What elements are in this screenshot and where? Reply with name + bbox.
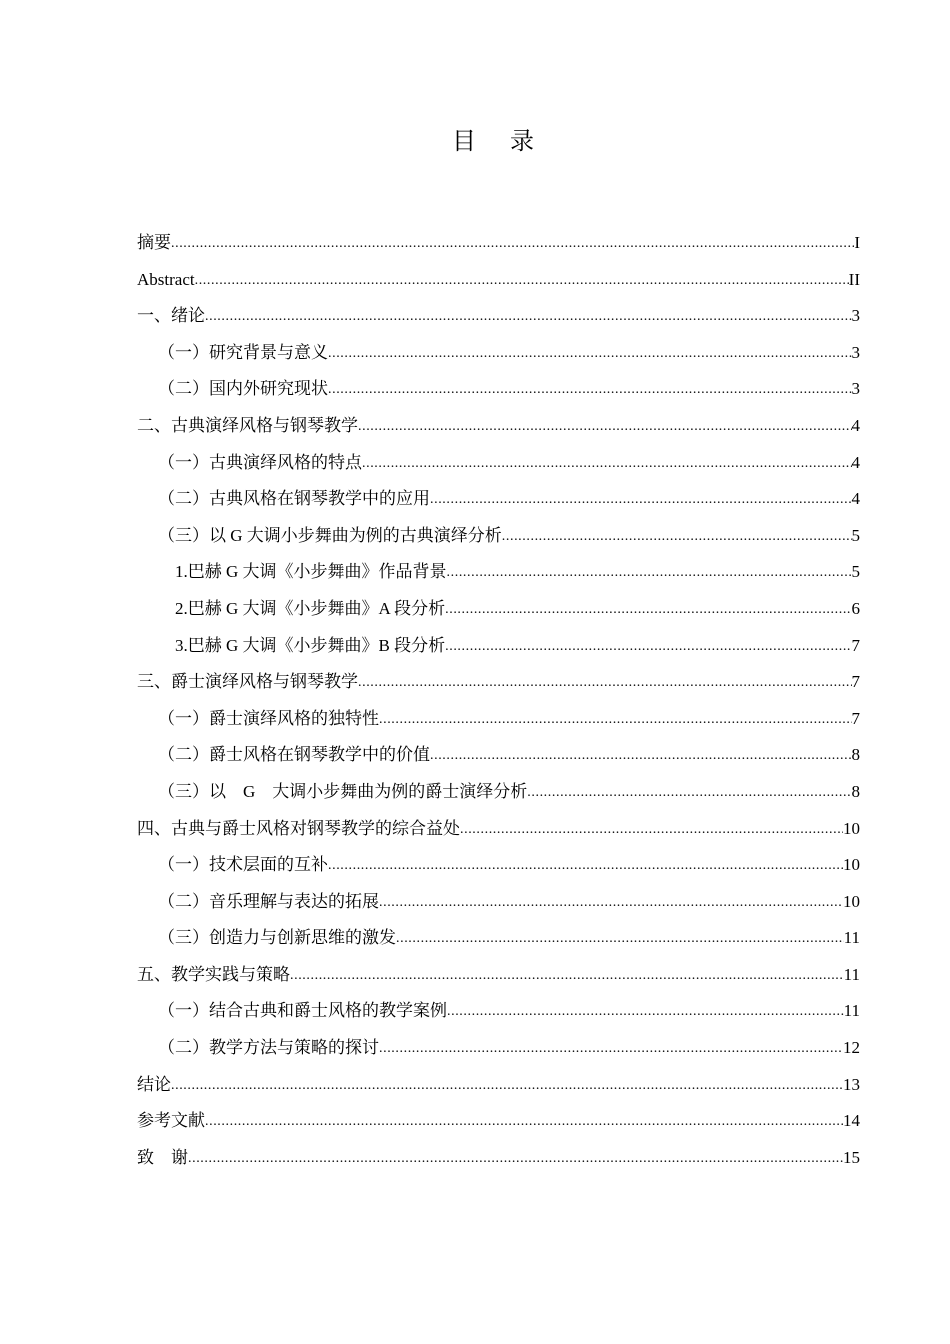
toc-entry-page: 15 bbox=[843, 1147, 860, 1167]
toc-entry-page: 8 bbox=[851, 745, 860, 765]
toc-entry-page: 3 bbox=[851, 379, 860, 399]
toc-leader-dots bbox=[430, 483, 852, 515]
toc-entry-page: 14 bbox=[843, 1111, 860, 1131]
toc-leader-dots bbox=[290, 959, 844, 991]
toc-entry[interactable] bbox=[137, 338, 860, 375]
toc-leader-dots bbox=[205, 300, 852, 332]
toc-entry-page: 11 bbox=[843, 964, 860, 984]
toc-entry-page: 7 bbox=[851, 635, 860, 655]
toc-entry-page: 3 bbox=[851, 342, 860, 362]
toc-entry[interactable] bbox=[137, 887, 860, 924]
toc-entry-page: 3 bbox=[851, 306, 860, 326]
toc-entry-page: 5 bbox=[851, 562, 860, 582]
toc-leader-dots bbox=[445, 593, 851, 625]
toc-leader-dots bbox=[362, 447, 852, 479]
table-of-contents bbox=[137, 228, 860, 1179]
toc-entry-page: 4 bbox=[851, 489, 860, 509]
toc-entry-page: 7 bbox=[851, 672, 860, 692]
toc-entry-page: 4 bbox=[851, 415, 860, 435]
toc-entry-label: （二）教学方法与策略的探讨 bbox=[158, 1038, 379, 1058]
toc-leader-dots bbox=[328, 849, 843, 881]
toc-entry-label: （二）古典风格在钢琴教学中的应用 bbox=[158, 489, 430, 509]
toc-entry-label: 3.巴赫 G 大调《小步舞曲》B 段分析 bbox=[175, 635, 446, 655]
toc-entry-page: 10 bbox=[843, 891, 860, 911]
toc-leader-dots bbox=[502, 520, 852, 552]
toc-entry[interactable] bbox=[137, 594, 860, 631]
toc-entry[interactable] bbox=[137, 960, 860, 997]
toc-leader-dots bbox=[171, 227, 854, 259]
toc-entry[interactable] bbox=[137, 1033, 860, 1070]
page-title: 目 录 bbox=[452, 129, 548, 155]
toc-leader-dots bbox=[379, 1032, 843, 1064]
toc-entry[interactable] bbox=[137, 374, 860, 411]
toc-leader-dots bbox=[396, 922, 844, 954]
toc-entry-label: 一、绪论 bbox=[137, 306, 205, 326]
toc-entry-label: 摘要 bbox=[137, 233, 171, 252]
toc-entry-page: 7 bbox=[851, 708, 860, 728]
toc-entry[interactable] bbox=[137, 1143, 860, 1180]
toc-entry[interactable] bbox=[137, 521, 860, 558]
toc-leader-dots bbox=[171, 1069, 843, 1101]
toc-entry-label: 四、古典与爵士风格对钢琴教学的综合益处 bbox=[137, 818, 460, 838]
toc-leader-dots bbox=[379, 886, 843, 918]
toc-entry[interactable] bbox=[137, 557, 860, 594]
toc-entry-label: 2.巴赫 G 大调《小步舞曲》A 段分析 bbox=[175, 598, 446, 618]
toc-entry[interactable] bbox=[137, 265, 860, 302]
toc-entry-label: （二）国内外研究现状 bbox=[158, 379, 328, 399]
toc-entry[interactable] bbox=[137, 301, 860, 338]
toc-entry[interactable] bbox=[137, 814, 860, 851]
toc-entry[interactable] bbox=[137, 411, 860, 448]
toc-entry-page: I bbox=[854, 233, 860, 252]
toc-entry[interactable] bbox=[137, 667, 860, 704]
toc-entry-label: （二）爵士风格在钢琴教学中的价值 bbox=[158, 745, 430, 765]
toc-entry-page: 10 bbox=[843, 818, 860, 838]
toc-entry-label: 二、古典演绎风格与钢琴教学 bbox=[137, 415, 358, 435]
toc-entry-label: 三、爵士演绎风格与钢琴教学 bbox=[137, 672, 358, 692]
toc-entry-label: （一）技术层面的互补 bbox=[158, 855, 328, 875]
toc-leader-dots bbox=[379, 703, 852, 735]
toc-entry-label: 结论 bbox=[137, 1074, 171, 1094]
toc-entry[interactable] bbox=[137, 704, 860, 741]
toc-leader-dots bbox=[188, 1142, 843, 1174]
toc-entry-page: 6 bbox=[851, 598, 860, 618]
toc-leader-dots bbox=[527, 776, 851, 808]
toc-entry-label: （二）音乐理解与表达的拓展 bbox=[158, 891, 379, 911]
toc-leader-dots bbox=[358, 666, 852, 698]
toc-leader-dots bbox=[460, 813, 843, 845]
toc-entry[interactable] bbox=[137, 740, 860, 777]
toc-entry-page: II bbox=[848, 269, 860, 289]
toc-entry-label: （三）以 G 大调小步舞曲为例的古典演绎分析 bbox=[158, 525, 502, 545]
toc-entry-label: （一）爵士演绎风格的独特性 bbox=[158, 708, 379, 728]
toc-leader-dots bbox=[430, 739, 852, 771]
toc-entry[interactable] bbox=[137, 777, 860, 814]
toc-entry-page: 11 bbox=[843, 928, 860, 948]
toc-entry[interactable] bbox=[137, 923, 860, 960]
toc-leader-dots bbox=[328, 373, 852, 405]
toc-entry[interactable] bbox=[137, 1106, 860, 1143]
toc-entry-label: （三）以 G 大调小步舞曲为例的爵士演绎分析 bbox=[158, 781, 528, 801]
toc-leader-dots bbox=[445, 630, 851, 662]
toc-leader-dots bbox=[447, 556, 852, 588]
toc-entry[interactable] bbox=[137, 1070, 860, 1107]
toc-entry[interactable] bbox=[137, 484, 860, 521]
toc-entry-label: 五、教学实践与策略 bbox=[137, 964, 290, 984]
toc-entry[interactable] bbox=[137, 996, 860, 1033]
toc-entry-label: 致 谢 bbox=[137, 1147, 188, 1167]
toc-entry-page: 8 bbox=[851, 781, 860, 801]
toc-entry-page: 4 bbox=[851, 452, 860, 472]
toc-entry-page: 5 bbox=[851, 525, 860, 545]
toc-entry-label: （一）研究背景与意义 bbox=[158, 342, 328, 362]
toc-entry[interactable] bbox=[137, 448, 860, 485]
toc-leader-dots bbox=[328, 337, 852, 369]
toc-entry-label: （一）古典演绎风格的特点 bbox=[158, 452, 362, 472]
toc-entry-page: 11 bbox=[843, 1001, 860, 1021]
toc-leader-dots bbox=[195, 264, 849, 296]
toc-entry[interactable] bbox=[137, 850, 860, 887]
toc-entry[interactable] bbox=[137, 228, 860, 265]
toc-entry-page: 10 bbox=[843, 855, 860, 875]
toc-leader-dots bbox=[205, 1105, 843, 1137]
toc-entry-label: 参考文献 bbox=[137, 1111, 205, 1131]
toc-entry[interactable] bbox=[137, 631, 860, 668]
toc-entry-label: （一）结合古典和爵士风格的教学案例 bbox=[158, 1001, 447, 1021]
toc-entry-label: （三）创造力与创新思维的激发 bbox=[158, 928, 396, 948]
toc-leader-dots bbox=[447, 995, 844, 1027]
toc-entry-page: 13 bbox=[843, 1074, 860, 1094]
toc-leader-dots bbox=[358, 410, 852, 442]
toc-entry-page: 12 bbox=[843, 1038, 860, 1058]
toc-entry-label: 1.巴赫 G 大调《小步舞曲》作品背景 bbox=[175, 562, 447, 582]
toc-entry-label: Abstract bbox=[137, 269, 195, 289]
